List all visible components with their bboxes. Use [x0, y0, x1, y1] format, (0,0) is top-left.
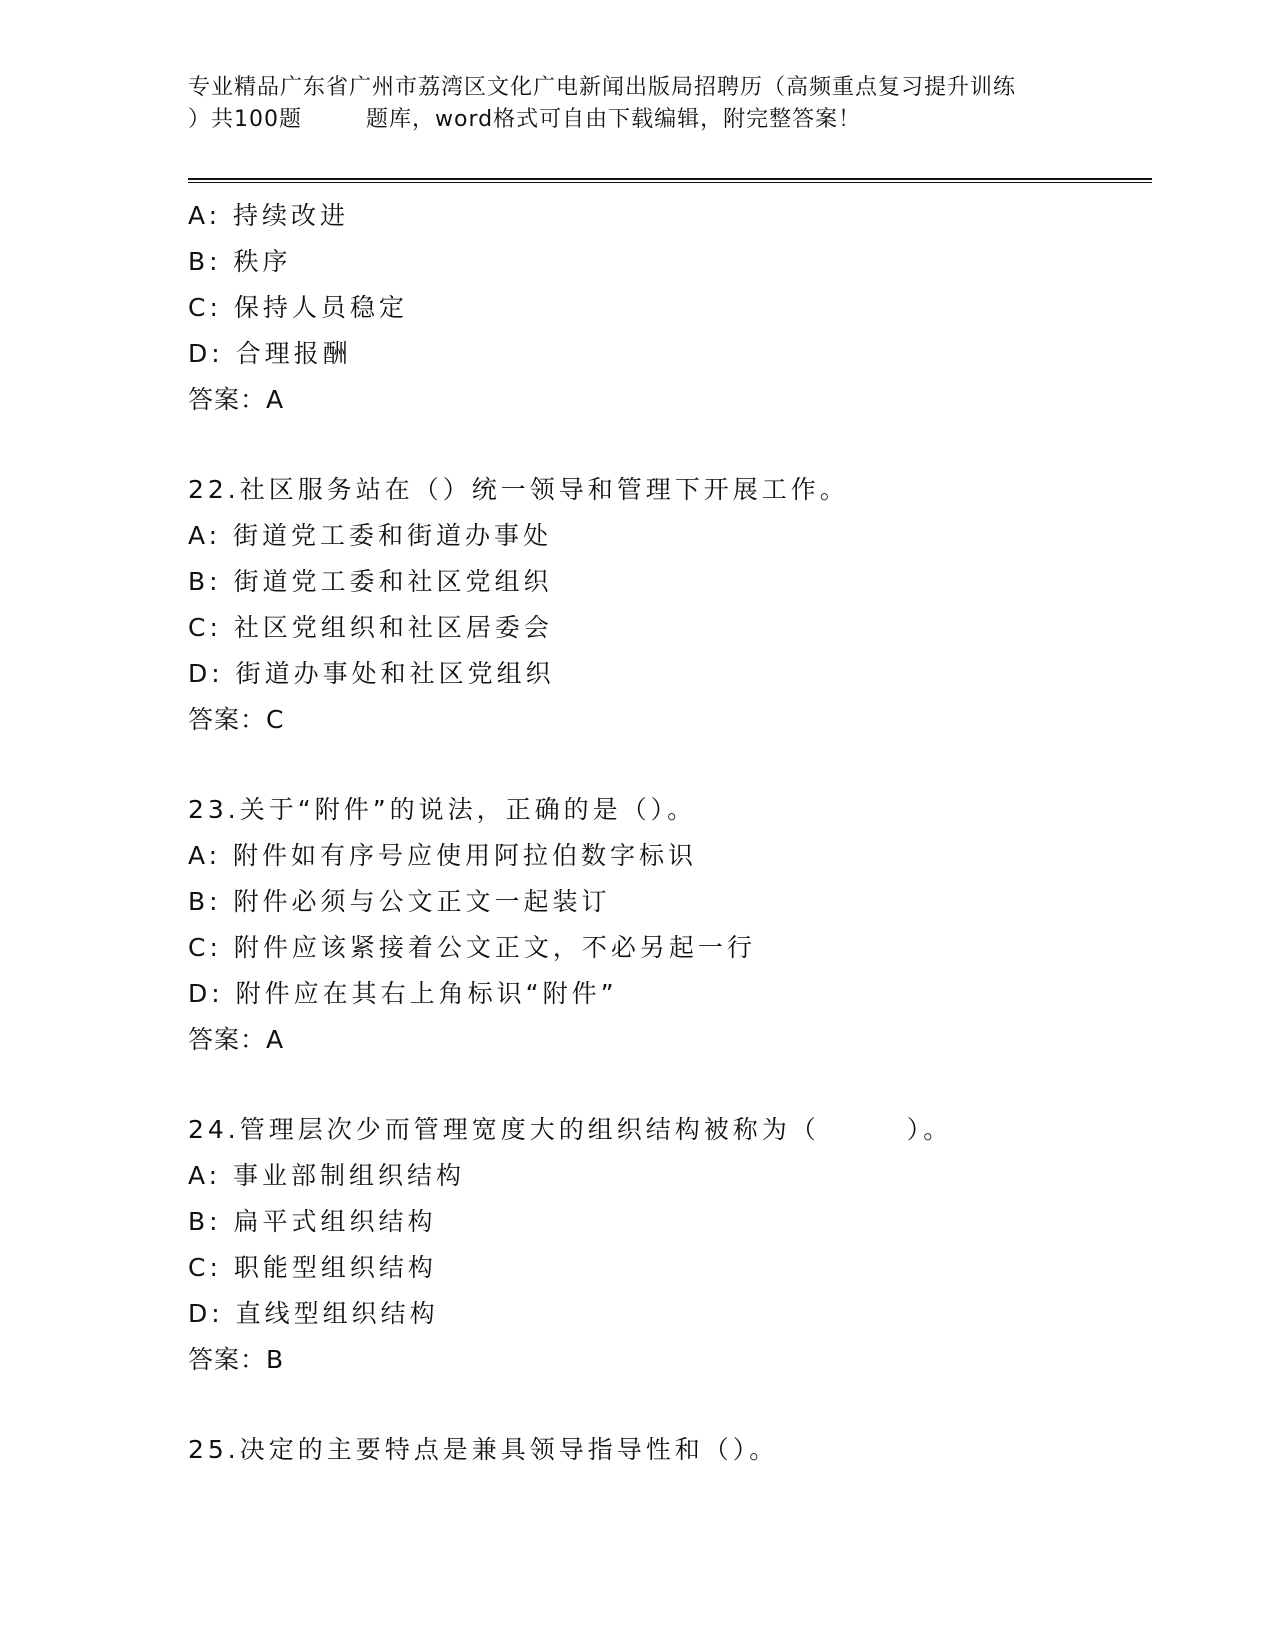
option-a: A: 持续改进 [188, 201, 350, 230]
option-d: D: 合理报酬 [188, 339, 352, 368]
option-a: A: 附件如有序号应使用阿拉伯数字标识 [188, 841, 698, 870]
option-d: D: 街道办事处和社区党组织 [188, 659, 555, 688]
option-b: B: 附件必须与公文正文一起装订 [188, 887, 611, 916]
option-b: B: 街道党工委和社区党组织 [188, 567, 553, 596]
option-b: B: 秩序 [188, 247, 292, 276]
header-line-2 [188, 104, 1108, 136]
question-list [188, 193, 1148, 1473]
answer-line: 答案：A [188, 385, 285, 414]
question-block-22 [188, 467, 1148, 743]
header-line-2-part-b: 题库，word格式可自由下载编辑，附完整答案！ [366, 107, 862, 132]
option-a: A: 事业部制组织结构 [188, 1161, 466, 1190]
question-text: 22.社区服务站在（）统一领导和管理下开展工作。 [188, 475, 849, 504]
header-divider [188, 178, 1152, 183]
question-text: 23.关于“附件”的说法，正确的是（）。 [188, 795, 697, 824]
question-block-partial [188, 193, 1148, 423]
header-line-1: 专业精品广东省广州市荔湾区文化广电新闻出版局招聘历（高频重点复习提升训练 [188, 75, 1017, 100]
option-b: B: 扁平式组织结构 [188, 1207, 437, 1236]
question-block-25 [188, 1427, 1148, 1473]
question-text: 25.决定的主要特点是兼具领导指导性和（）。 [188, 1435, 779, 1464]
option-d: D: 直线型组织结构 [188, 1299, 439, 1328]
option-c: C: 保持人员稳定 [188, 293, 408, 322]
answer-line: 答案：A [188, 1025, 285, 1054]
option-c: C: 附件应该紧接着公文正文，不必另起一行 [188, 933, 756, 962]
header-line-2-part-a: ）共100题 [188, 107, 302, 132]
answer-line: 答案：C [188, 705, 285, 734]
option-c: C: 社区党组织和社区居委会 [188, 613, 553, 642]
question-text: 24.管理层次少而管理宽度大的组织结构被称为（ ）。 [188, 1115, 953, 1144]
answer-line: 答案：B [188, 1345, 285, 1374]
question-block-24 [188, 1107, 1148, 1383]
option-c: C: 职能型组织结构 [188, 1253, 437, 1282]
document-header [188, 72, 1108, 136]
option-d: D: 附件应在其右上角标识“附件” [188, 979, 618, 1008]
question-block-23 [188, 787, 1148, 1063]
option-a: A: 街道党工委和街道办事处 [188, 521, 553, 550]
